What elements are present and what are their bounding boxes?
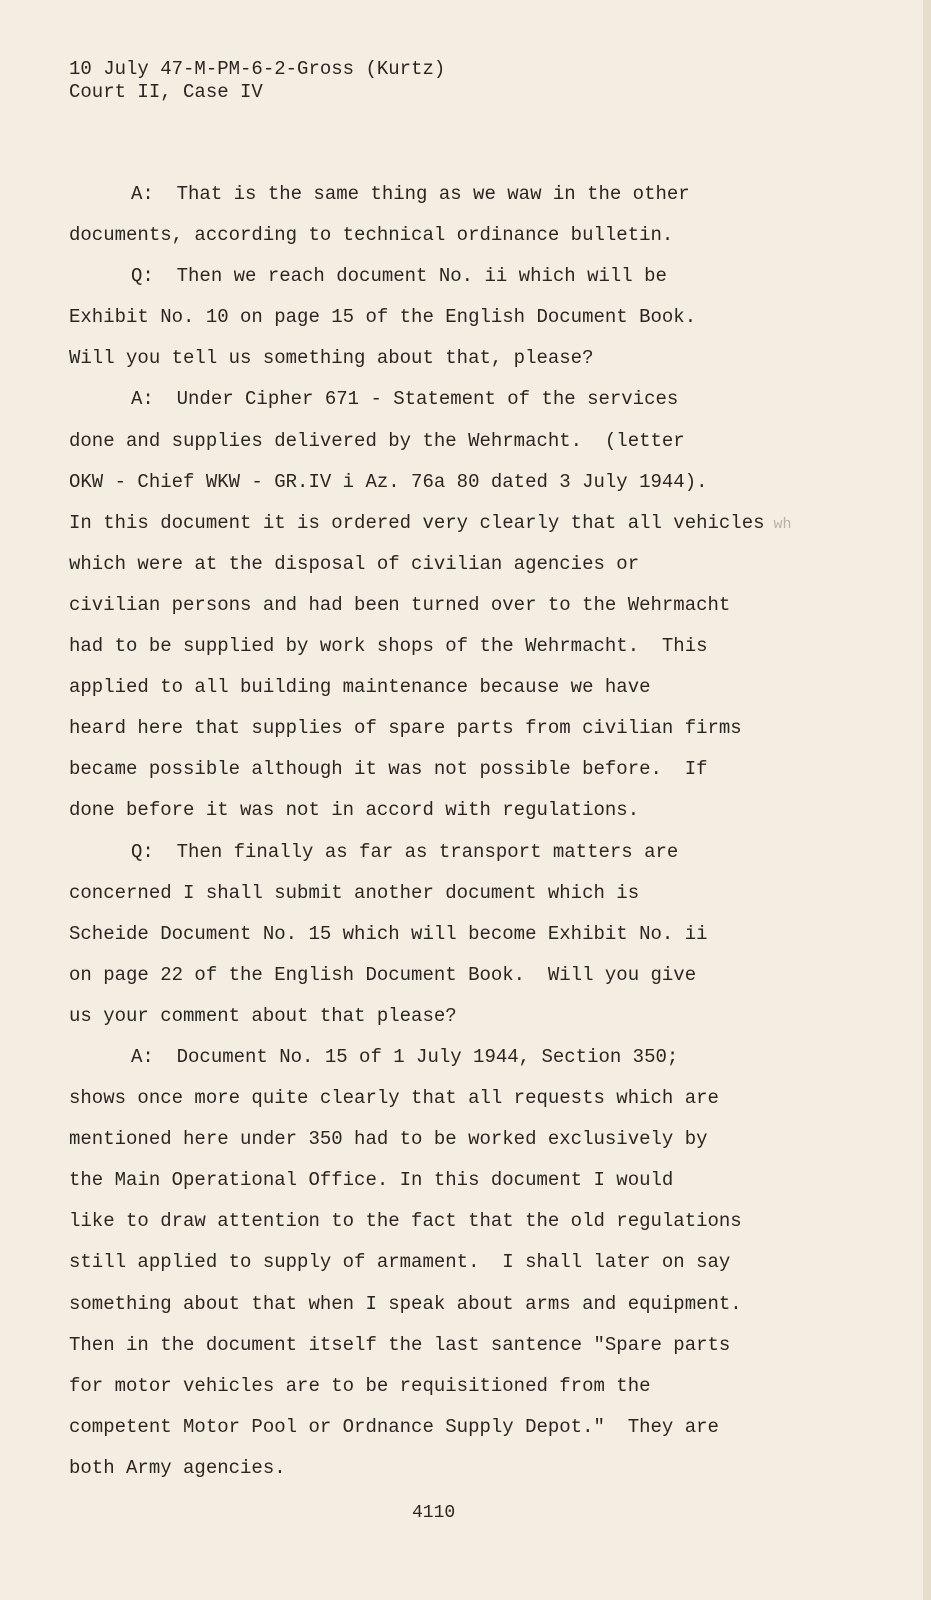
- page-edge: [923, 0, 931, 1600]
- transcript-line-text: Q: Then finally as far as transport matters are: [131, 840, 679, 863]
- transcript-line: [69, 626, 849, 667]
- transcript-line: [69, 1448, 849, 1489]
- transcript-line: [69, 1366, 849, 1407]
- transcript-line-text: had to be supplied by work shops of the Wehrmacht. This: [69, 635, 708, 658]
- transcript-line: [69, 1325, 849, 1366]
- transcript-line-text: concerned I shall submit another document which is: [69, 881, 640, 904]
- transcript-line: [69, 955, 849, 996]
- transcript-line-text: for motor vehicles are to be requisitioned from the: [69, 1374, 651, 1397]
- transcript-line-text: shows once more quite clearly that all requests which are: [69, 1087, 719, 1110]
- transcript-line: [69, 1119, 849, 1160]
- transcript-line-text: Exhibit No. 10 on page 15 of the English Document Book.: [69, 306, 697, 329]
- transcript-line: [69, 1078, 849, 1119]
- transcript-line: [69, 338, 849, 379]
- transcript-line: [69, 1037, 849, 1078]
- transcript-body: [69, 174, 849, 1489]
- transcript-line-text: done before it was not in accord with regulations.: [69, 799, 640, 822]
- transcript-line: [69, 544, 849, 585]
- transcript-line-text: became possible although it was not possible before. If: [69, 758, 708, 781]
- transcript-line: [69, 914, 849, 955]
- transcript-line-text: A: Document No. 15 of 1 July 1944, Section 350;: [131, 1045, 679, 1068]
- transcript-line-text: Scheide Document No. 15 which will become Exhibit No. ii: [69, 922, 708, 945]
- transcript-line-text: something about that when I speak about arms and equipment.: [69, 1292, 742, 1315]
- transcript-line-text: on page 22 of the English Document Book. Will you give: [69, 963, 697, 986]
- transcript-line: [69, 256, 849, 297]
- transcript-line: [69, 1201, 849, 1242]
- transcript-line-text: A: Under Cipher 671 - Statement of the services: [131, 388, 679, 411]
- transcript-line: [69, 297, 849, 338]
- transcript-line: [69, 585, 849, 626]
- transcript-line-text: the Main Operational Office. In this document I would: [69, 1169, 674, 1192]
- transcript-line-text: Will you tell us something about that, please?: [69, 347, 594, 370]
- transcript-line-text: both Army agencies.: [69, 1456, 286, 1479]
- transcript-line-text: applied to all building maintenance because we have: [69, 676, 651, 699]
- transcript-line: [69, 996, 849, 1037]
- transcript-line: [69, 462, 849, 503]
- transcript-line: [69, 749, 849, 790]
- transcript-line: [69, 790, 849, 831]
- transcript-line-text: A: That is the same thing as we waw in the other: [131, 183, 690, 205]
- transcript-line-text: done and supplies delivered by the Wehrmacht. (letter: [69, 429, 685, 452]
- transcript-line-text: Q: Then we reach document No. ii which will be: [131, 265, 667, 288]
- transcript-line-text: which were at the disposal of civilian agencies or: [69, 552, 640, 575]
- transcript-line-text: competent Motor Pool or Ordnance Supply Depot." They are: [69, 1415, 719, 1438]
- transcript-line-text: civilian persons and had been turned over to the Wehrmacht: [69, 593, 731, 616]
- transcript-line: [69, 1160, 849, 1201]
- header-line-date: 10 July 47-M-PM-6-2-Gross (Kurtz): [69, 58, 446, 80]
- transcript-line-text: OKW - Chief WKW - GR.IV i Az. 76a 80 dated 3 July 1944).: [69, 470, 708, 493]
- document-header: [69, 58, 445, 104]
- transcript-line-text: mentioned here under 350 had to be worked exclusively by: [69, 1128, 708, 1151]
- transcript-line-overflow: wh: [764, 515, 792, 533]
- transcript-line: [69, 174, 849, 215]
- header-line-court: Court II, Case IV: [69, 81, 263, 103]
- page-number: 4110: [412, 1503, 456, 1523]
- transcript-line-text: like to draw attention to the fact that the old regulations: [69, 1210, 742, 1233]
- transcript-line: [69, 1242, 849, 1283]
- transcript-line-text: documents, according to technical ordinance bulletin.: [69, 224, 674, 247]
- transcript-line: [69, 421, 849, 462]
- transcript-line: [69, 708, 849, 749]
- transcript-line-text: still applied to supply of armament. I shall later on say: [69, 1251, 731, 1274]
- transcript-line-text: heard here that supplies of spare parts from civilian firms: [69, 717, 742, 740]
- transcript-line: [69, 215, 849, 256]
- transcript-line: [69, 873, 849, 914]
- transcript-line-text: us your comment about that please?: [69, 1004, 457, 1027]
- transcript-line: [69, 667, 849, 708]
- transcript-line: [69, 503, 849, 544]
- transcript-line: [69, 1284, 849, 1325]
- transcript-line-text: Then in the document itself the last santence "Spare parts: [69, 1333, 731, 1356]
- transcript-line: [69, 1407, 849, 1448]
- transcript-line: [69, 832, 849, 873]
- transcript-line: [69, 379, 849, 420]
- transcript-line-text: In this document it is ordered very clearly that all vehicles: [69, 511, 765, 534]
